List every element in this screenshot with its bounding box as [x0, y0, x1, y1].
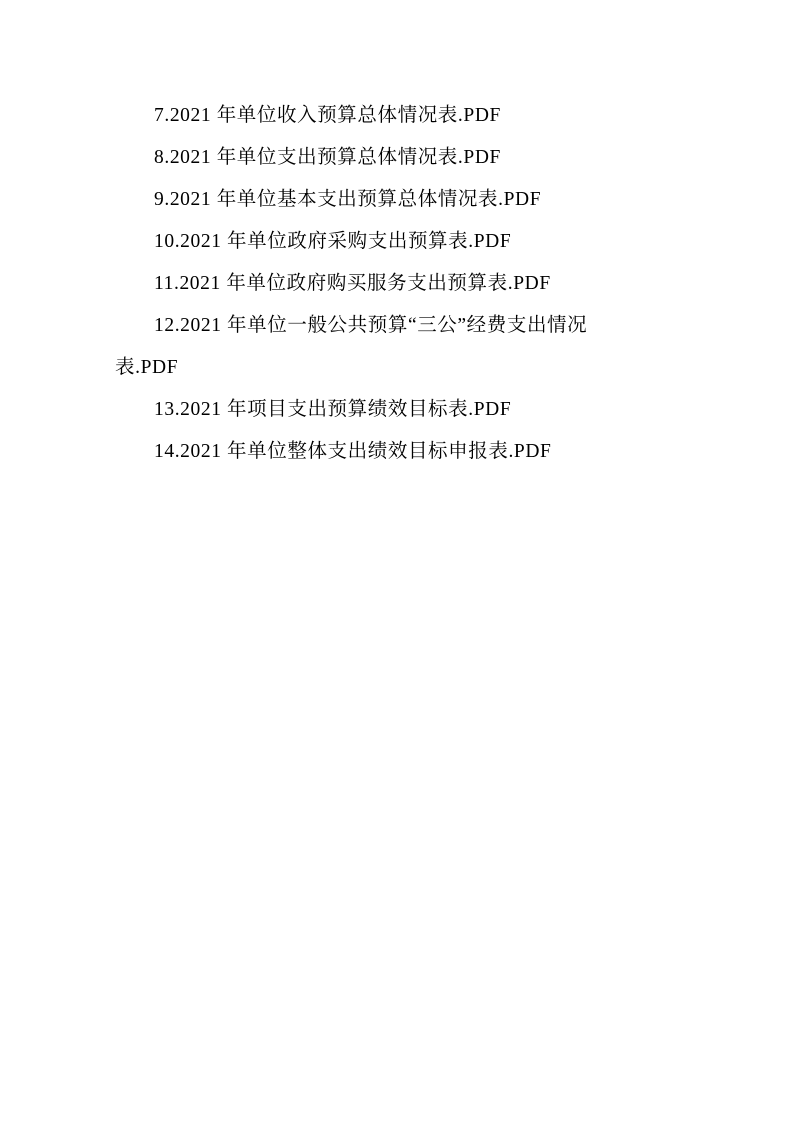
attachment-list: [115, 95, 678, 473]
list-item: 13.2021 年项目支出预算绩效目标表.PDF: [154, 399, 512, 420]
list-item: 9.2021 年单位基本支出预算总体情况表.PDF: [154, 189, 542, 210]
list-item: 11.2021 年单位政府购买服务支出预算表.PDF: [154, 273, 551, 294]
list-item: 10.2021 年单位政府采购支出预算表.PDF: [154, 231, 512, 252]
list-item: 7.2021 年单位收入预算总体情况表.PDF: [154, 105, 501, 126]
list-item-continuation: 表.PDF: [115, 357, 179, 378]
list-item: 12.2021 年单位一般公共预算“三公”经费支出情况: [154, 315, 588, 336]
list-item: 14.2021 年单位整体支出绩效目标申报表.PDF: [154, 441, 552, 462]
list-item: 8.2021 年单位支出预算总体情况表.PDF: [154, 147, 501, 168]
